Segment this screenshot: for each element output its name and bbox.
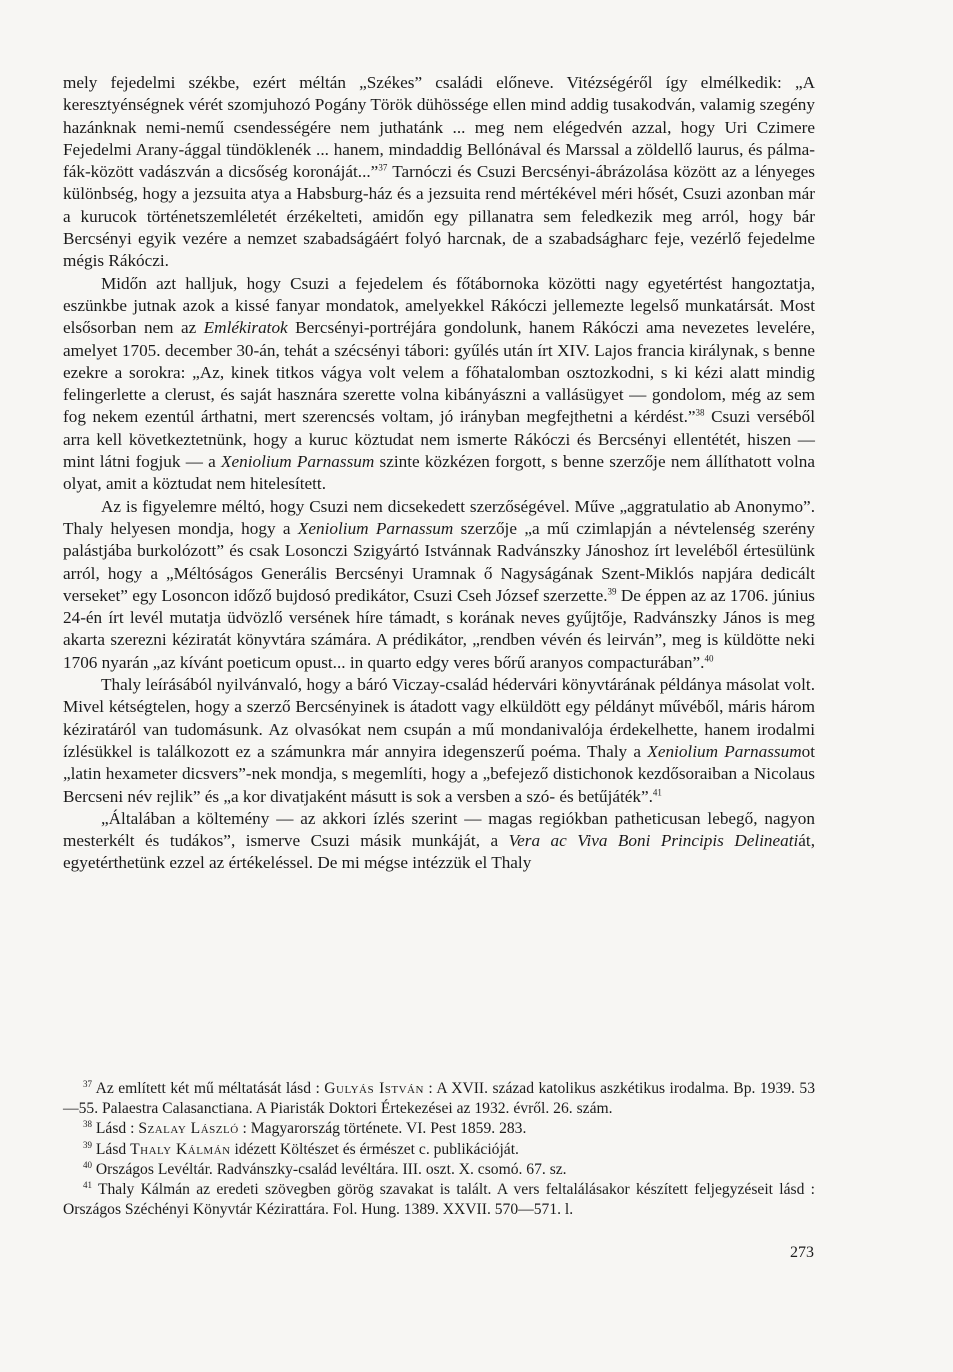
footnote-ref-38[interactable]: 38 [695,407,705,418]
page-number: 273 [790,1244,814,1261]
footnote-40: $^{40}$ Országos Levéltár. Radvánszky-család levéltára. III. oszt. X. csomó. 67. sz. [83,1159,567,1178]
footnote-ref-37[interactable]: 37 [378,162,388,173]
body-text [63,72,815,875]
footnote-ref-40[interactable]: 40 [704,652,714,663]
paragraph-1: mely fejedelmi székbe, ezért méltán „Székes” családi előneve. Vitézségéről így elmélkedik: „A keresztyénségnek vérét szomjuhozó Pogány Török dühössége ellen mind addig tusakodván, valamig szegény hazánknak nemi-nemű csendességére nem juthatánk ... meg nem elégedvén azzal, hogy Uri Czimere Fejedelmi Arany-ággal tündöklenék ... hanem, mindaddig Bellónával és Marssal a zöldellő laurus, és pálma-fák-között vadászván a dicsőség koronáját...”$^{37}$ Tarnóczi és Csuzi Bercsényi-ábrázolása között az a lényeges különbség, hogy a jezsuita atya a Habsburg-ház és a jezsuita rend mértékével méri hősét, Csuzi azonban már a kurucok történetszemléletét érzékelteti, amidőn egy pillanatra sem feledkezik meg arról, hogy bár Bercsényi egyik vezére a nemzet szabadságáért folyó harcnak, de a szabadságharc feje, vezérlő fejedelme mégis Rákóczi. [63,73,815,271]
paragraph-3: Az is figyelemre méltó, hogy Csuzi nem dicsekedett szerzőségével. Műve „aggratulatio ab Anonymo”. Thaly helyesen mondja, hogy a Xeniolium Parnassum szerzője „a mű czimlapján a névtelenség szerény palástjába burkolózott” és csak Losonczi Szigyártó Istvánnak Radvánszky Jánoshoz írt leveléből értesülünk arról, hogy a „Méltóságos Generális Bercsényi Uramnak ő Nagyságának Szent-Miklós napjára dedicált verseket” egy Losoncon időző bujdosó predikátor, Csuzi Cseh József szerzette.$^{39}$ De éppen az az 1706. június 24-én írt levél mutatja üdvözlő versének híre támadt, s korának neves gyűjtője, Radvánszky János is meg akarta szerezni kéziratát könyvtára számára. A prédikátor, „rendben vévén és leirván”, meg is küldötte neki 1706 nyarán „az kívánt poeticum opust... in quarto edgy veres bőrű aranyos compacturában”.$^{40}$ [63,496,816,672]
footnotes [63,1079,815,1220]
footnote-ref-39[interactable]: 39 [607,586,617,597]
footnote-39: $^{39}$ Lásd Thaly Kálmán idézett Költészet és érmészet c. publikációját. [83,1139,519,1158]
footnote-ref-41[interactable]: 41 [652,786,662,797]
footnote-37: $^{37}$ Az említett két mű méltatását lásd : Gulyás István : A XVII. század katolikus aszkétikus irodalma. Bp. 1939. 53—55. Palaestra Calasanctiana. A Piaristák Doktori Értekezései az 1932. évről. 26. szám. [63,1078,815,1118]
paragraph-4: Thaly leírásából nyilvánvaló, hogy a báró Viczay-család hédervári könyvtárának példánya másolat volt. Mivel kétségtelen, hogy a szerző Bercsényinek is átadott vagy elküldött egy példányt művéből, máris három kéziratáról van tudomásunk. Az olvasókat nem csupán a mű mondanivalója érdekelhette, hanem irodalmi ízlésükkel is találkozott ez a számunkra már annyira idegenszerű poéma. Thaly a Xeniolium Parnassumot „latin hexameter dicsvers”-nek mondja, s megemlíti, hogy a „befejező distichonok kezdősoraiban a Nicolaus Bercseni név rejlik” és „a kor divatjaként másutt is sok a versben a szó- és betűjáték”.$^{41}$ [63,675,815,806]
footnote-41: $^{41}$ Thaly Kálmán az eredeti szövegben görög szavakat is talált. A vers feltalálásakor készített feljegyzéseit lásd : Országos Széchényi Könyvtár Kézirattára. Fol. Hung. 1389. XXVII. 570—571. l. [63,1179,815,1219]
paragraph-5: „Általában a költemény — az akkori ízlés szerint — magas regiókban patheticusan lebegő, nagyon mesterkélt és tudákos”, ismerve Csuzi másik munkáját, a Vera ac Viva Boni Principis Delineatiát, egyetérthetünk ezzel az értékeléssel. De mi mégse intézzük el Thaly [63,808,815,873]
paragraph-2: Midőn azt halljuk, hogy Csuzi a fejedelem és főtábornoka közötti nagy egyetértést hangoztatja, eszünkbe jutnak azok a kissé fanyar mondatok, amelyekkel Rákóczi jellemezte legelső munkatársát. Most elsősorban nem az Emlékiratok Bercsényi-portréjára gondolunk, hanem Rákóczi ama nevezetes levelére, amelyet 1705. december 30-án, tehát a szécsényi tábori: gyűlés után írt XIV. Lajos francia királynak, s benne ezekre a sorokra: „Az, kinek titkos vágya volt velem a főhatalomban osztozkodni, s ki kézi alatt mindig felingerlette a clerust, és saját hasznára szerette volna kibányászni a vallásügyet — gondolom, még az sem fog nekem ezentúl árthatni, mert szerencsés voltam, jó irányban megfejthetni a kérdést.”$^{38}$ Csuzi verséből arra kell következtetnünk, hogy a kuruc köztudat nem ismerte Rákóczi és Bercsényi ellentétét, hiszen — mint látni fogjuk — a Xeniolium Parnassum szinte közkézen forgott, s benne szerzője nem állíthatott volna olyat, amit a köztudat nem hitelesített. [63,273,816,494]
footnote-38: $^{38}$ Lásd : Szalay László : Magyarország története. VI. Pest 1859. 283. [83,1119,527,1138]
